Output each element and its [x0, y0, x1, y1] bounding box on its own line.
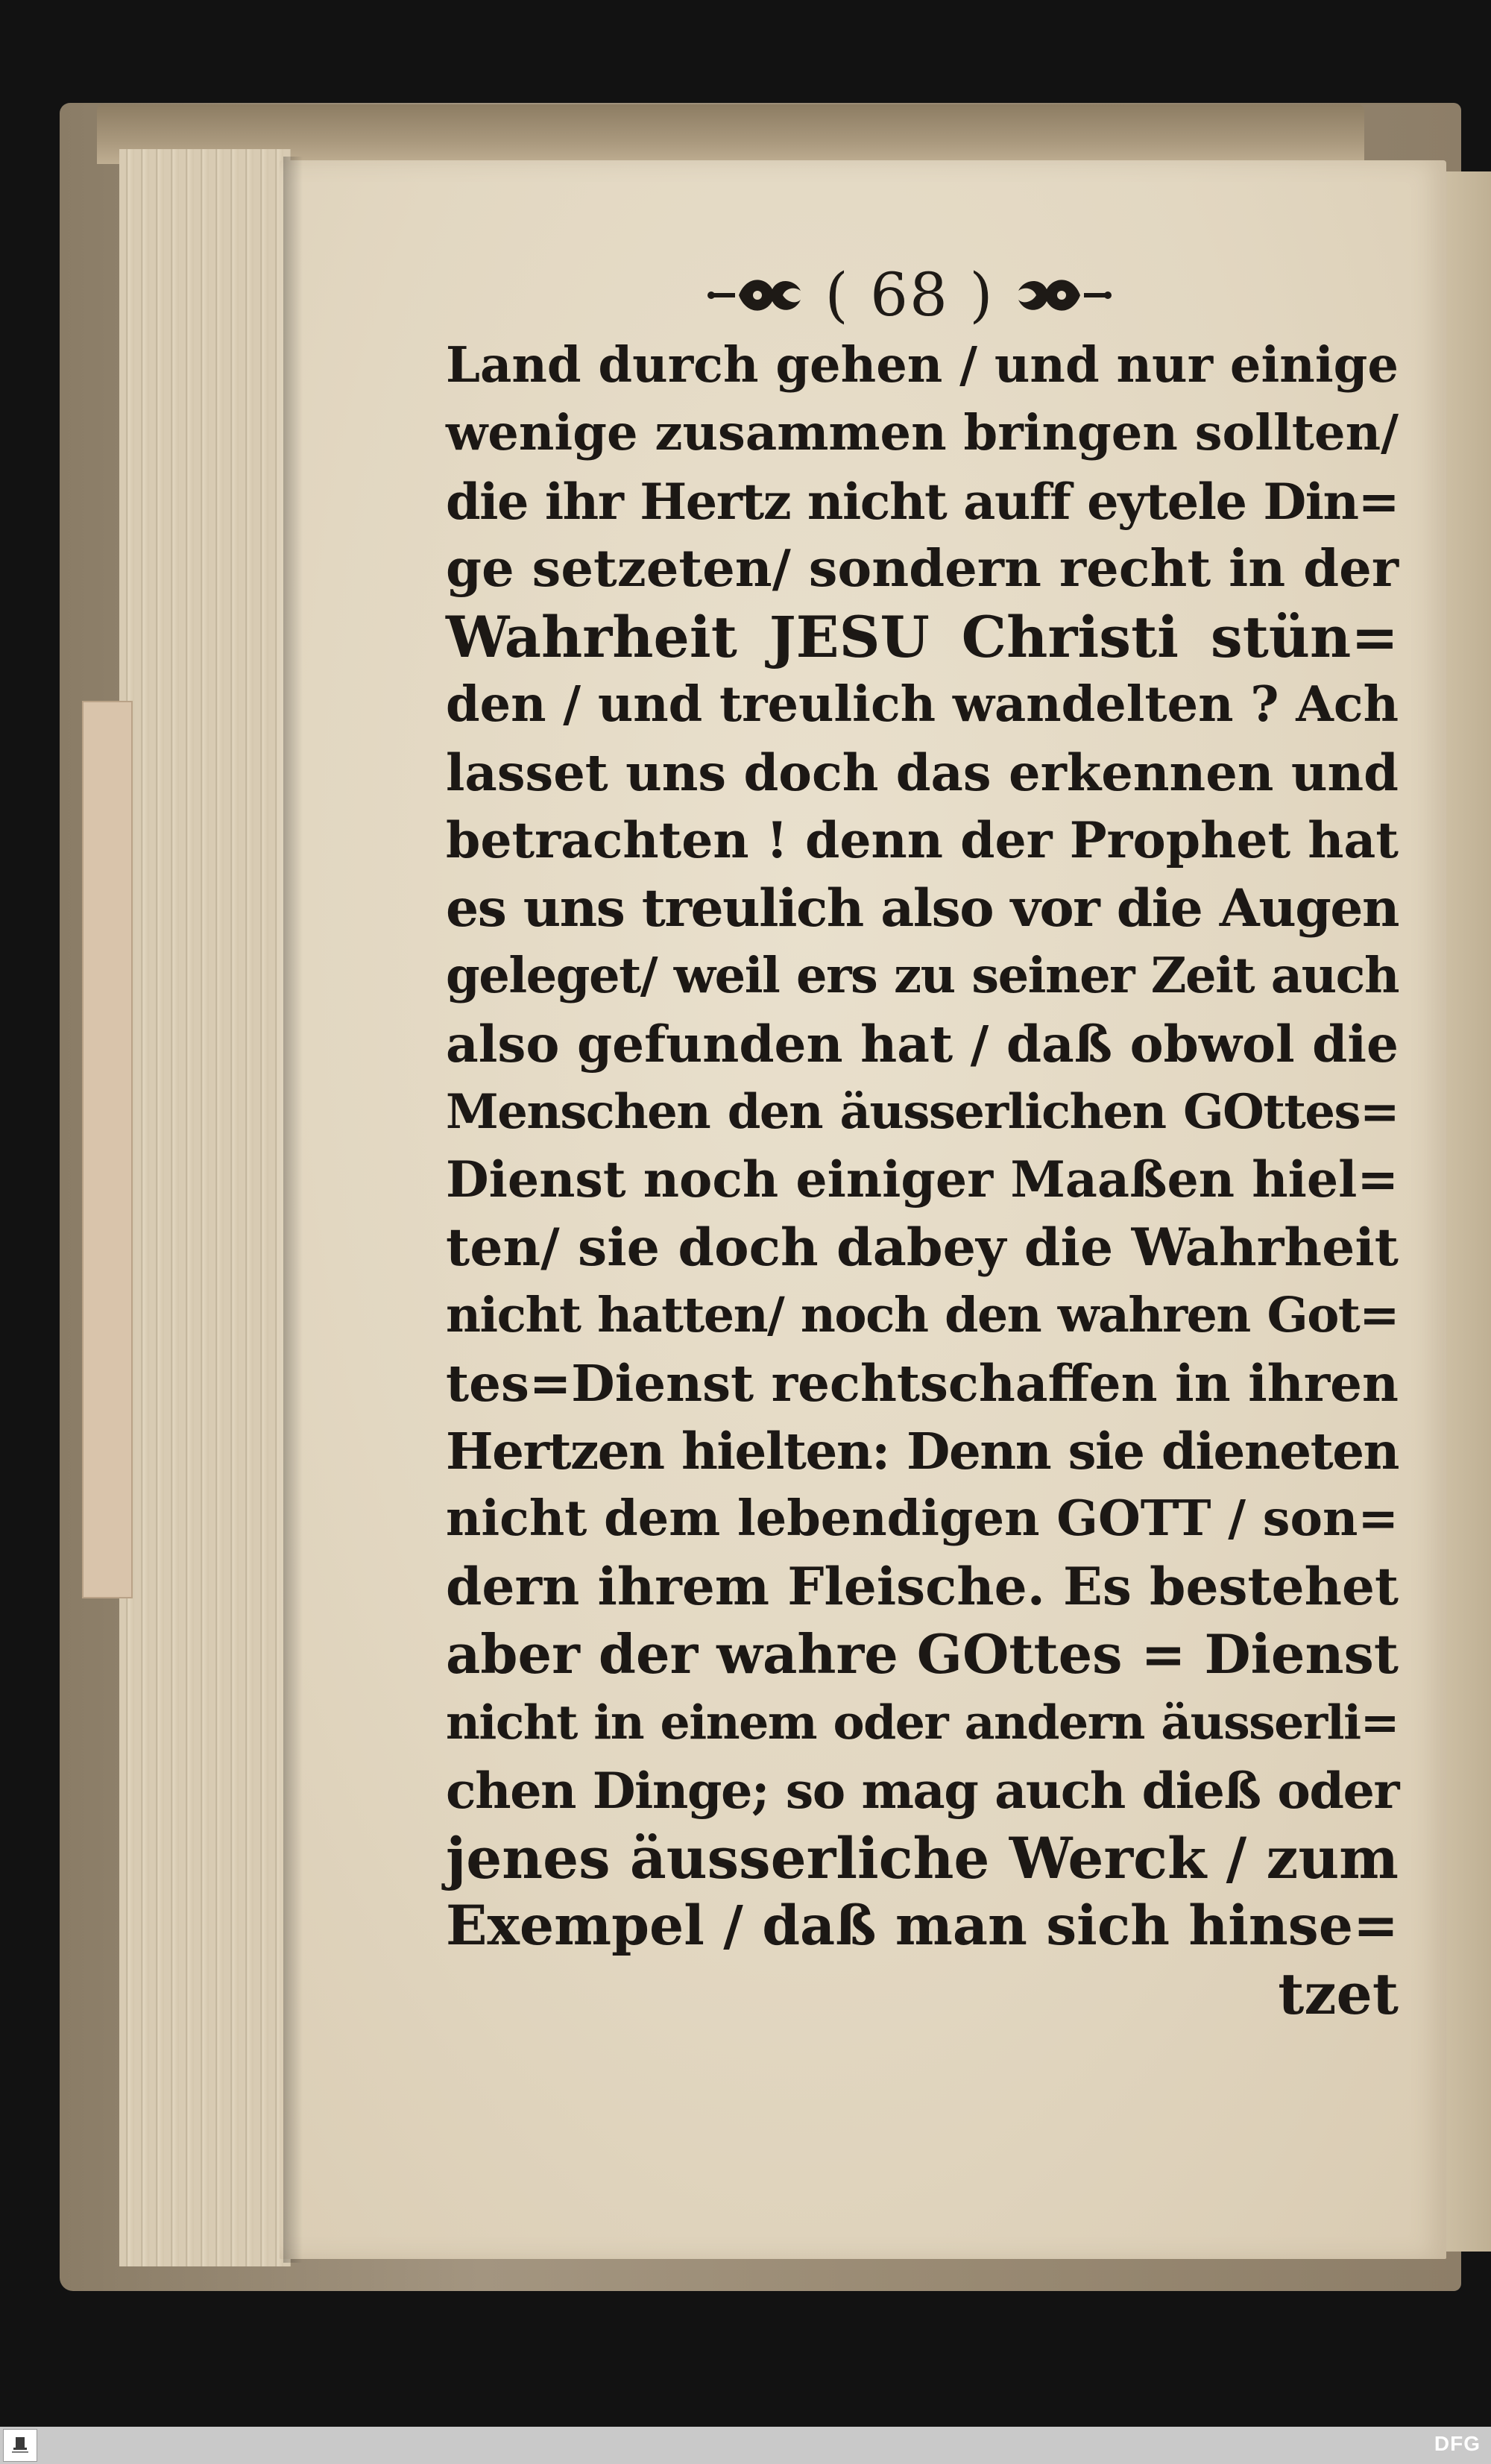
text-line: nicht dem lebendigen GOTT / son=: [446, 1490, 1399, 1547]
running-header: [693, 250, 1126, 339]
fleuron-ornament-left-icon: [705, 268, 810, 321]
text-line: also gefunden hat / daß obwol die: [446, 1015, 1399, 1074]
text-line: Hertzen hielten: Denn sie dieneten: [446, 1422, 1399, 1481]
body-text: [446, 332, 1399, 2028]
text-line: jenes äusserliche Werck / zum: [446, 1825, 1399, 1891]
library-emblem-icon: [9, 2434, 31, 2457]
text-line: ge setzeten/ sondern recht in der: [446, 539, 1399, 599]
gutter-shadow: [283, 157, 303, 2263]
library-logo-icon[interactable]: [3, 2429, 37, 2462]
text-line: lasset uns doch das erkennen und: [446, 743, 1399, 802]
text-line: wenige zusammen bringen sollten/: [446, 405, 1399, 461]
text-line: betrachten ! denn der Prophet hat: [446, 811, 1399, 869]
text-line: Land durch gehen / und nur einige: [446, 337, 1399, 394]
spine-paper-strip: [82, 701, 133, 1598]
text-line: geleget/ weil ers zu seiner Zeit auch: [446, 948, 1399, 1004]
text-line: den / und treulich wandelten ? Ach: [446, 676, 1399, 733]
text-line: die ihr Hertz nicht auff eytele Din=: [446, 472, 1399, 531]
text-line: Menschen den äusserlichen GOttes=: [446, 1084, 1399, 1140]
text-line: chen Dinge; so mag auch dieß oder: [446, 1761, 1399, 1820]
catchword: tzet: [1278, 1961, 1399, 2027]
text-line: nicht in einem oder andern äusserli=: [446, 1695, 1399, 1750]
fleuron-ornament-right-icon: [1009, 268, 1114, 321]
page-number: ( 68 ): [825, 259, 994, 330]
text-line: Wahrheit JESU Christi stün=: [446, 604, 1399, 670]
next-page-edge: [1445, 171, 1491, 2252]
text-line: es uns treulich also vor die Augen: [446, 878, 1399, 939]
text-line: aber der wahre GOttes = Dienst: [446, 1623, 1399, 1686]
text-line: Dienst noch einiger Maaßen hiel=: [446, 1150, 1399, 1209]
viewer-footer-bar: [0, 2427, 1491, 2464]
text-line: dern ihrem Fleische. Es bestehet: [446, 1557, 1399, 1617]
dfg-label: DFG: [1434, 2432, 1481, 2455]
text-line: Exempel / daß man sich hinse=: [446, 1894, 1399, 1958]
text-line: nicht hatten/ noch den wahren Got=: [446, 1287, 1399, 1343]
text-line: ten/ sie doch dabey die Wahrheit: [446, 1217, 1399, 1278]
text-line: tes=Dienst rechtschaffen in ihren: [446, 1354, 1399, 1413]
page-stack-edge: [119, 149, 291, 2266]
